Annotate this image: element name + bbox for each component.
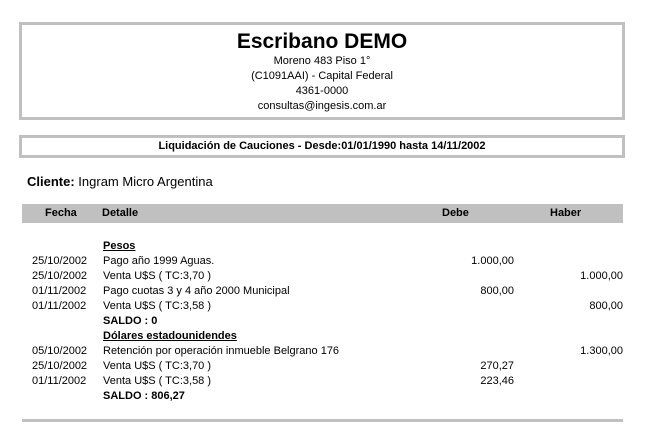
row-detail: Retención por operación inmueble Belgrano 176 [103, 345, 340, 357]
row-detail: Venta U$S ( TC:3,58 ) [103, 375, 212, 387]
address-line-1: Moreno 483 Piso 1° [273, 55, 371, 67]
saldo-row [0, 314, 649, 328]
row-date: 01/11/2002 [32, 300, 87, 312]
table-row [0, 374, 649, 388]
phone: 4361-0000 [295, 85, 349, 97]
table-row [0, 359, 649, 373]
section-title [0, 239, 649, 253]
table-row [0, 344, 649, 358]
row-detail: Pago cuotas 3 y 4 año 2000 Municipal [103, 285, 290, 297]
saldo-text: SALDO : 806,27 [103, 390, 185, 402]
section-title-text: Dólares estadounidendes [103, 330, 237, 342]
row-debe: 1.000,00 [471, 255, 514, 267]
report-title: Liquidación de Cauciones - Desde:01/01/1990 hasta 14/11/2002 [19, 135, 625, 158]
row-debe: 800,00 [480, 285, 514, 297]
row-date: 05/10/2002 [32, 345, 88, 357]
column-fecha: Fecha [45, 207, 77, 219]
bottom-divider [22, 419, 623, 422]
column-haber: Haber [550, 207, 582, 219]
row-haber: 1.000,00 [580, 270, 623, 282]
table-row [0, 284, 649, 298]
column-debe: Debe [442, 207, 469, 219]
row-date: 01/11/2002 [32, 375, 87, 387]
row-debe: 223,46 [480, 375, 514, 387]
row-detail: Venta U$S ( TC:3,70 ) [103, 360, 212, 372]
column-header [22, 204, 623, 223]
row-date: 25/10/2002 [32, 360, 88, 372]
row-haber: 800,00 [589, 300, 623, 312]
row-date: 25/10/2002 [32, 255, 88, 267]
saldo-row [0, 389, 649, 403]
table-row [0, 254, 649, 268]
saldo-text: SALDO : 0 [103, 315, 158, 327]
column-detalle: Detalle [102, 207, 139, 219]
section-title [0, 329, 649, 343]
address-line-2: (C1091AAI) - Capital Federal [251, 70, 393, 82]
row-debe: 270,27 [480, 360, 514, 372]
row-detail: Pago año 1999 Aguas. [103, 255, 215, 267]
client-name: Ingram Micro Argentina [78, 174, 213, 189]
row-date: 25/10/2002 [32, 270, 88, 282]
row-detail: Venta U$S ( TC:3,70 ) [103, 270, 212, 282]
table-row [0, 299, 649, 313]
table-row [0, 269, 649, 283]
row-date: 01/11/2002 [32, 285, 87, 297]
firm-name: Escribano DEMO [236, 30, 408, 53]
section-title-text: Pesos [103, 240, 136, 252]
letterhead [19, 22, 625, 120]
client-line [27, 174, 213, 189]
email: consultas@ingesis.com.ar [257, 100, 387, 112]
client-label: Cliente: [27, 174, 75, 189]
row-detail: Venta U$S ( TC:3,58 ) [103, 300, 212, 312]
row-haber: 1.300,00 [580, 345, 623, 357]
